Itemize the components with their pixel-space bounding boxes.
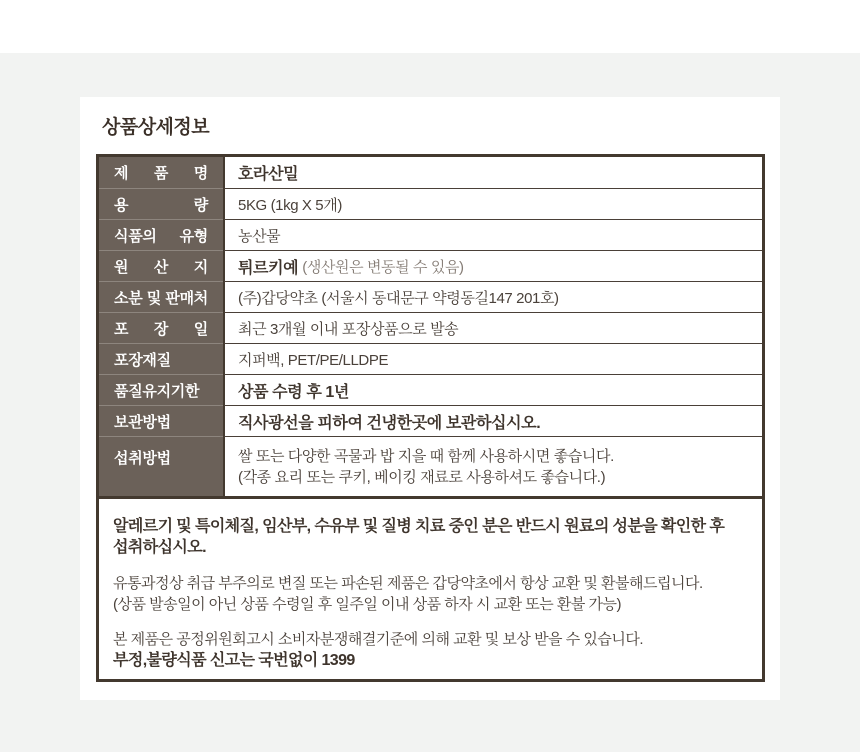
product-detail-card [80,97,780,700]
row-label: 용 량 [99,188,223,219]
top-white-strip [0,0,860,53]
table-row-storage [99,405,762,436]
exchange-policy-text [113,573,740,615]
row-label: 식품의 유형 [99,219,223,250]
usage-line-1: 쌀 또는 다양한 곡물과 밥 지을 때 함께 사용하시면 좋습니다. [238,447,614,465]
table-row-packing-date [99,312,762,343]
page-title: 상품상세정보 [102,117,210,138]
table-row-packing-material [99,343,762,374]
row-label: 포 장 일 [99,312,223,343]
compensation-line: 본 제품은 공정위원회고시 소비자분쟁해결기준에 의해 교환 및 보상 받을 수 있습니다. [113,631,643,648]
row-value [223,436,762,496]
compensation-text [113,629,740,671]
row-value: 5KG (1kg X 5개) [223,188,762,219]
row-label: 보관방법 [99,405,223,436]
table-row-usage [99,436,762,496]
usage-line-2: (각종 요리 또는 쿠키, 베이킹 재료로 사용하셔도 좋습니다.) [238,468,606,486]
exchange-policy-line-2: (상품 발송일이 아닌 상품 수령일 후 일주일 이내 상품 하자 시 교환 또는 환불 가능) [113,596,622,613]
origin-note: (생산원은 변동될 수 있음) [302,258,464,276]
row-value: (주)갑당약초 (서울시 동대문구 약령동길147 201호) [223,281,762,312]
exchange-policy-line-1: 유통과정상 취급 부주의로 변질 또는 파손된 제품은 갑당약초에서 항상 교환 및 환불해드립니다. [113,575,703,592]
row-value: 지퍼백, PET/PE/LLDPE [223,343,762,374]
row-label: 원 산 지 [99,250,223,281]
allergy-warning-text: 알레르기 및 특이체질, 임산부, 수유부 및 질병 치료 중인 분은 반드시 원료의 성분을 확인한 후 섭취하십시오. [113,518,725,556]
table-row-food-type [99,219,762,250]
row-value: 최근 3개월 이내 포장상품으로 발송 [223,312,762,343]
product-info-box [96,154,765,682]
table-row-volume [99,188,762,219]
row-label: 포장재질 [99,343,223,374]
row-value: 농산물 [223,219,762,250]
product-spec-table [99,157,762,496]
row-value: 튀르키예 (생산원은 변동될 수 있음) [223,250,762,281]
row-label: 섭취방법 [99,436,223,496]
row-label: 소분 및 판매처 [99,281,223,312]
report-hotline-line: 부정,불량식품 신고는 국번없이 1399 [113,652,355,669]
row-label: 품질유지기한 [99,374,223,405]
table-row-shelf-life [99,374,762,405]
table-row-origin [99,250,762,281]
row-label: 제 품 명 [99,157,223,188]
row-value: 직사광선을 피하여 건냉한곳에 보관하십시오. [223,405,762,436]
row-value: 상품 수령 후 1년 [223,374,762,405]
row-value: 호라산밀 [223,157,762,188]
table-row-product-name [99,157,762,188]
notices-section [99,496,762,671]
table-row-seller [99,281,762,312]
